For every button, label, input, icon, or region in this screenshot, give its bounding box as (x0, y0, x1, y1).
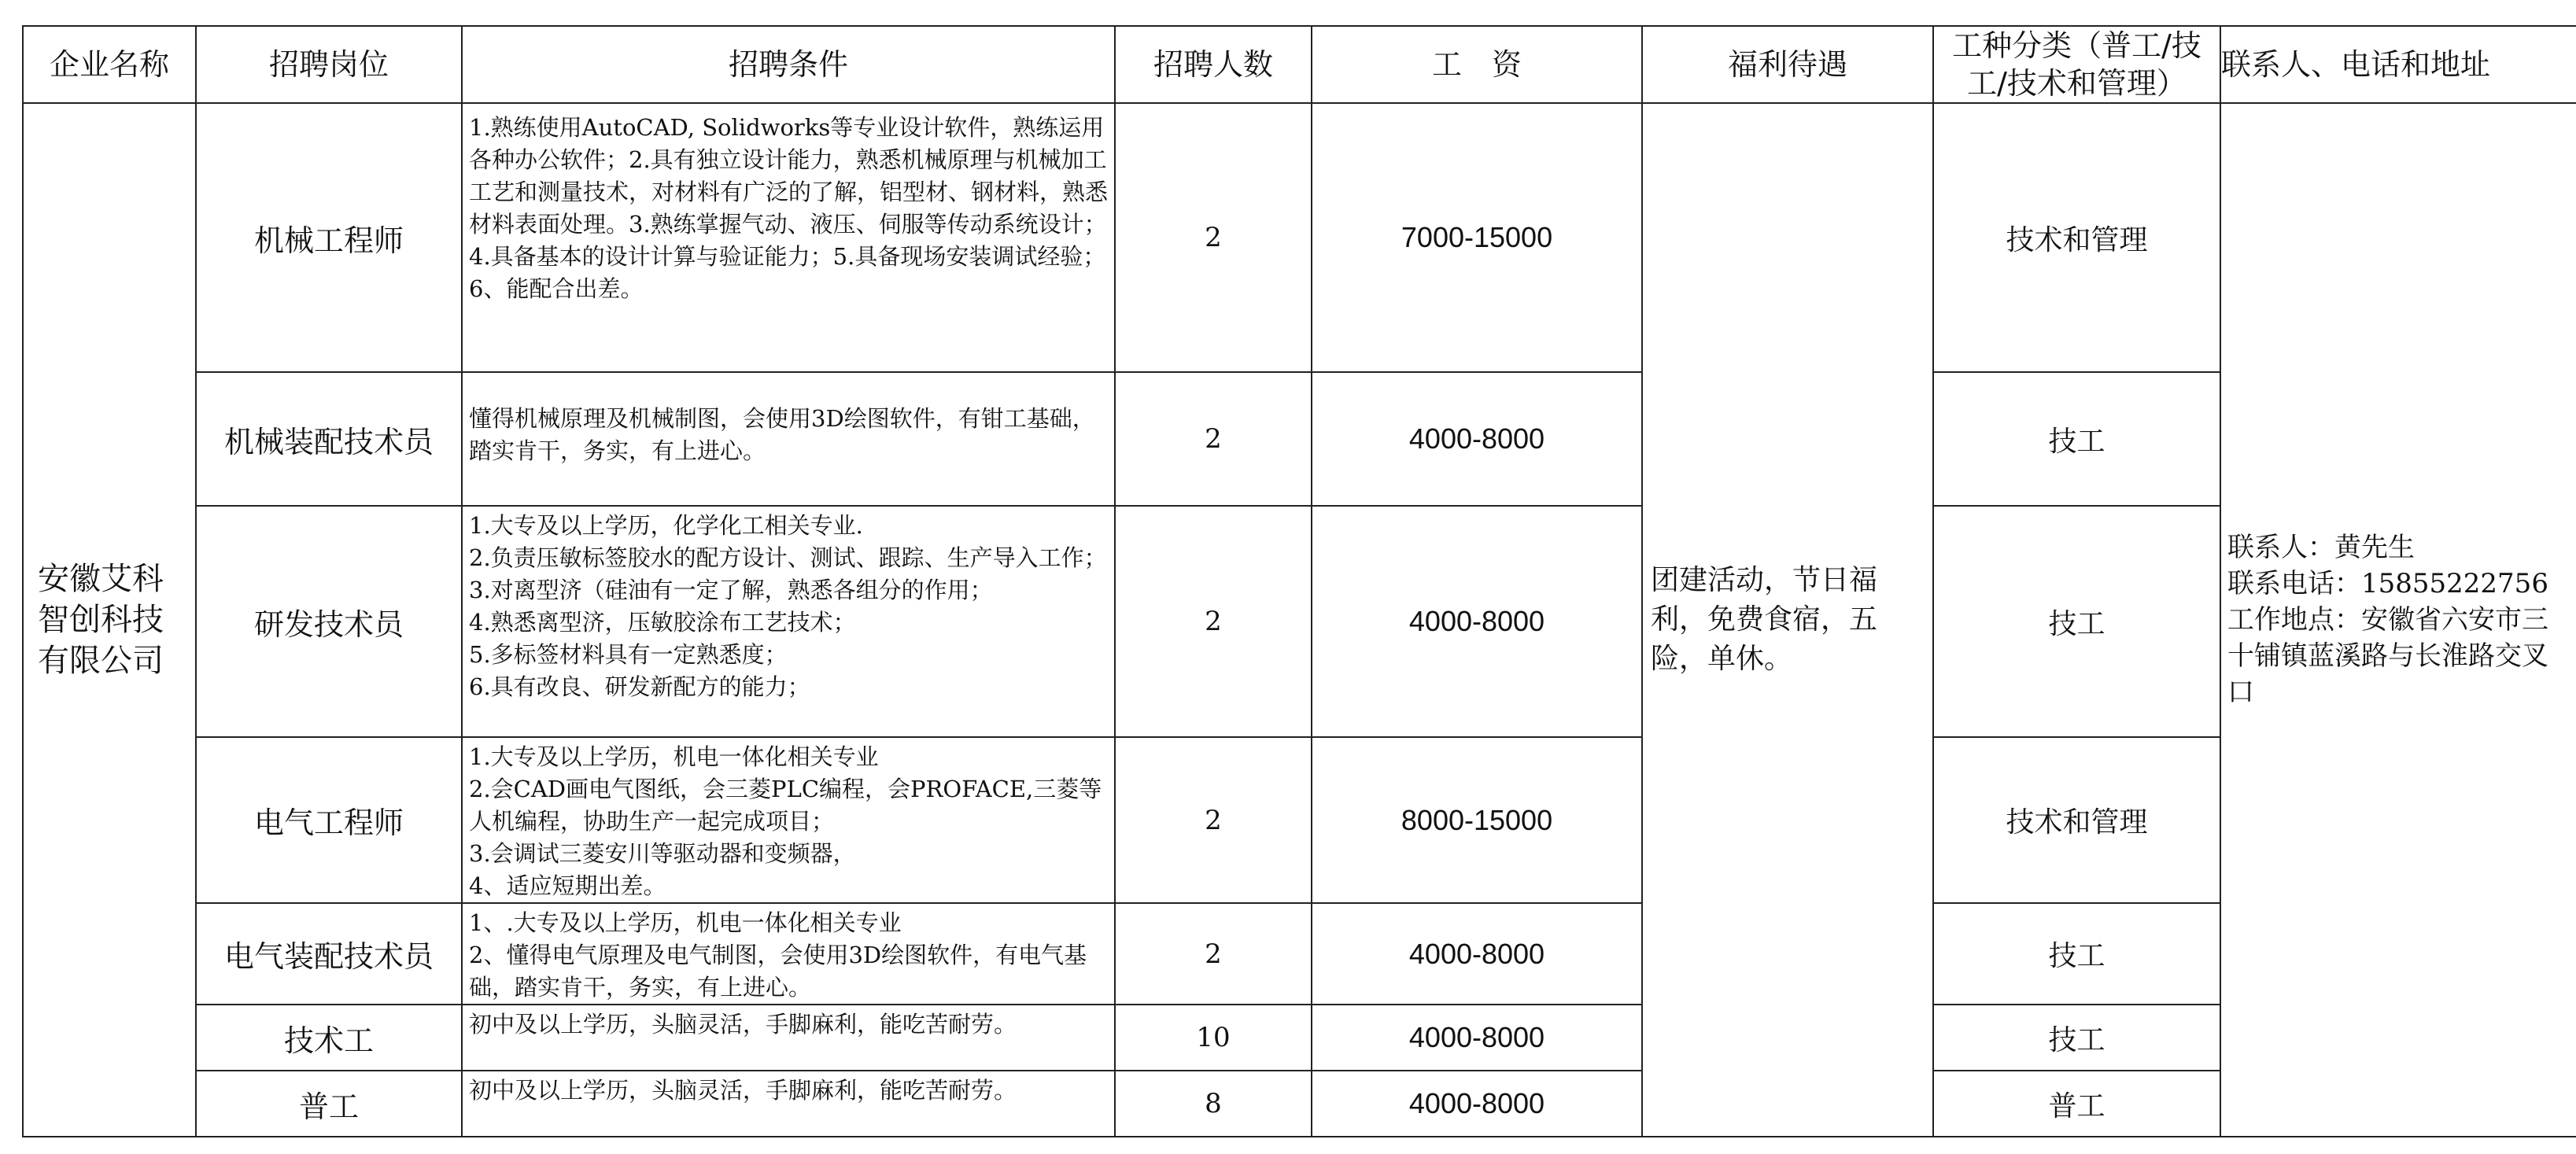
job-type: 技术和管理 (1933, 103, 2220, 372)
job-salary: 7000-15000 (1312, 103, 1642, 372)
recruitment-table (22, 25, 2576, 1137)
header-position: 招聘岗位 (196, 26, 462, 103)
company-name-line2: 智创科技 (38, 602, 164, 638)
job-count: 2 (1115, 737, 1312, 903)
job-position: 机械装配技术员 (196, 372, 462, 506)
contact-cell (2220, 103, 2576, 1137)
job-salary: 4000-8000 (1312, 506, 1642, 737)
job-type: 技工 (1933, 903, 2220, 1005)
welfare-cell: 团建活动，节日福利，免费食宿，五险，单休。 (1642, 103, 1933, 1137)
job-position: 电气工程师 (196, 737, 462, 903)
header-row (23, 26, 2576, 103)
company-name-line1: 安徽艾科 (38, 561, 164, 597)
job-salary: 8000-15000 (1312, 737, 1642, 903)
job-count: 2 (1115, 506, 1312, 737)
job-conditions: 1.大专及以上学历，化学化工相关专业. 2.负责压敏标签胶水的配方设计、测试、跟踪、生产导入工作； 3.对离型济（硅油有一定了解，熟悉各组分的作用； 4.熟悉离型济，压敏胶涂布工艺技术； 5.多标签材料具有一定熟悉度； 6.具有改良、研发新配方的能力； (462, 506, 1115, 737)
job-count: 2 (1115, 903, 1312, 1005)
job-type: 普工 (1933, 1071, 2220, 1137)
header-salary: 工 资 (1312, 26, 1642, 103)
job-conditions: 懂得机械原理及机械制图，会使用3D绘图软件，有钳工基础，踏实肯干，务实，有上进心。 (462, 372, 1115, 506)
job-position: 电气装配技术员 (196, 903, 462, 1005)
job-type: 技工 (1933, 372, 2220, 506)
table-row (23, 737, 2576, 903)
table-row (23, 506, 2576, 737)
header-job-type-line2: 工/技术和管理） (1967, 66, 2187, 101)
recruitment-table-container (22, 25, 2576, 1137)
header-welfare: 福利待遇 (1642, 26, 1933, 103)
header-job-type (1933, 26, 2220, 103)
header-conditions: 招聘条件 (462, 26, 1115, 103)
contact-address: 工作地点：安徽省六安市三十铺镇蓝溪路与长淮路交叉口 (2227, 604, 2548, 708)
job-position: 机械工程师 (196, 103, 462, 372)
job-position: 技术工 (196, 1005, 462, 1071)
header-job-type-line1: 工种分类（普工/技 (1952, 28, 2201, 63)
job-conditions: 初中及以上学历，头脑灵活，手脚麻利，能吃苦耐劳。 (462, 1071, 1115, 1137)
table-row (23, 1071, 2576, 1137)
job-salary: 4000-8000 (1312, 1071, 1642, 1137)
job-position: 研发技术员 (196, 506, 462, 737)
company-name-line3: 有限公司 (38, 643, 164, 679)
header-count: 招聘人数 (1115, 26, 1312, 103)
table-row (23, 1005, 2576, 1071)
job-conditions: 1、.大专及以上学历，机电一体化相关专业 2、懂得电气原理及电气制图，会使用3D绘图软件，有电气基础，踏实肯干，务实，有上进心。 (462, 903, 1115, 1005)
job-conditions: 1.大专及以上学历，机电一体化相关专业 2.会CAD画电气图纸，会三菱PLC编程，会PROFACE,三菱等人机编程，协助生产一起完成项目； 3.会调试三菱安川等驱动器和变频器， 4、适应短期出差。 (462, 737, 1115, 903)
job-count: 2 (1115, 372, 1312, 506)
job-salary: 4000-8000 (1312, 1005, 1642, 1071)
job-count: 10 (1115, 1005, 1312, 1071)
job-conditions: 1.熟练使用AutoCAD, Solidworks等专业设计软件，熟练运用各种办公软件；2.具有独立设计能力，熟悉机械原理与机械加工工艺和测量技术，对材料有广泛的了解，铝型材、钢材料，熟悉材料表面处理。3.熟练掌握气动、液压、伺服等传动系统设计；4.具备基本的设计计算与验证能力；5.具备现场安装调试经验；6、能配合出差。 (462, 103, 1115, 372)
header-company: 企业名称 (23, 26, 196, 103)
job-type: 技术和管理 (1933, 737, 2220, 903)
job-type: 技工 (1933, 1005, 2220, 1071)
header-contact: 联系人、电话和地址 (2220, 26, 2576, 103)
job-conditions: 初中及以上学历，头脑灵活，手脚麻利，能吃苦耐劳。 (462, 1005, 1115, 1071)
company-name-cell (23, 103, 196, 1137)
job-count: 8 (1115, 1071, 1312, 1137)
table-row (23, 372, 2576, 506)
job-salary: 4000-8000 (1312, 903, 1642, 1005)
table-row (23, 903, 2576, 1005)
job-type: 技工 (1933, 506, 2220, 737)
contact-phone: 联系电话：15855222756 (2227, 568, 2548, 599)
contact-person: 联系人：黄先生 (2227, 532, 2415, 563)
table-row (23, 103, 2576, 372)
job-count: 2 (1115, 103, 1312, 372)
job-position: 普工 (196, 1071, 462, 1137)
job-salary: 4000-8000 (1312, 372, 1642, 506)
